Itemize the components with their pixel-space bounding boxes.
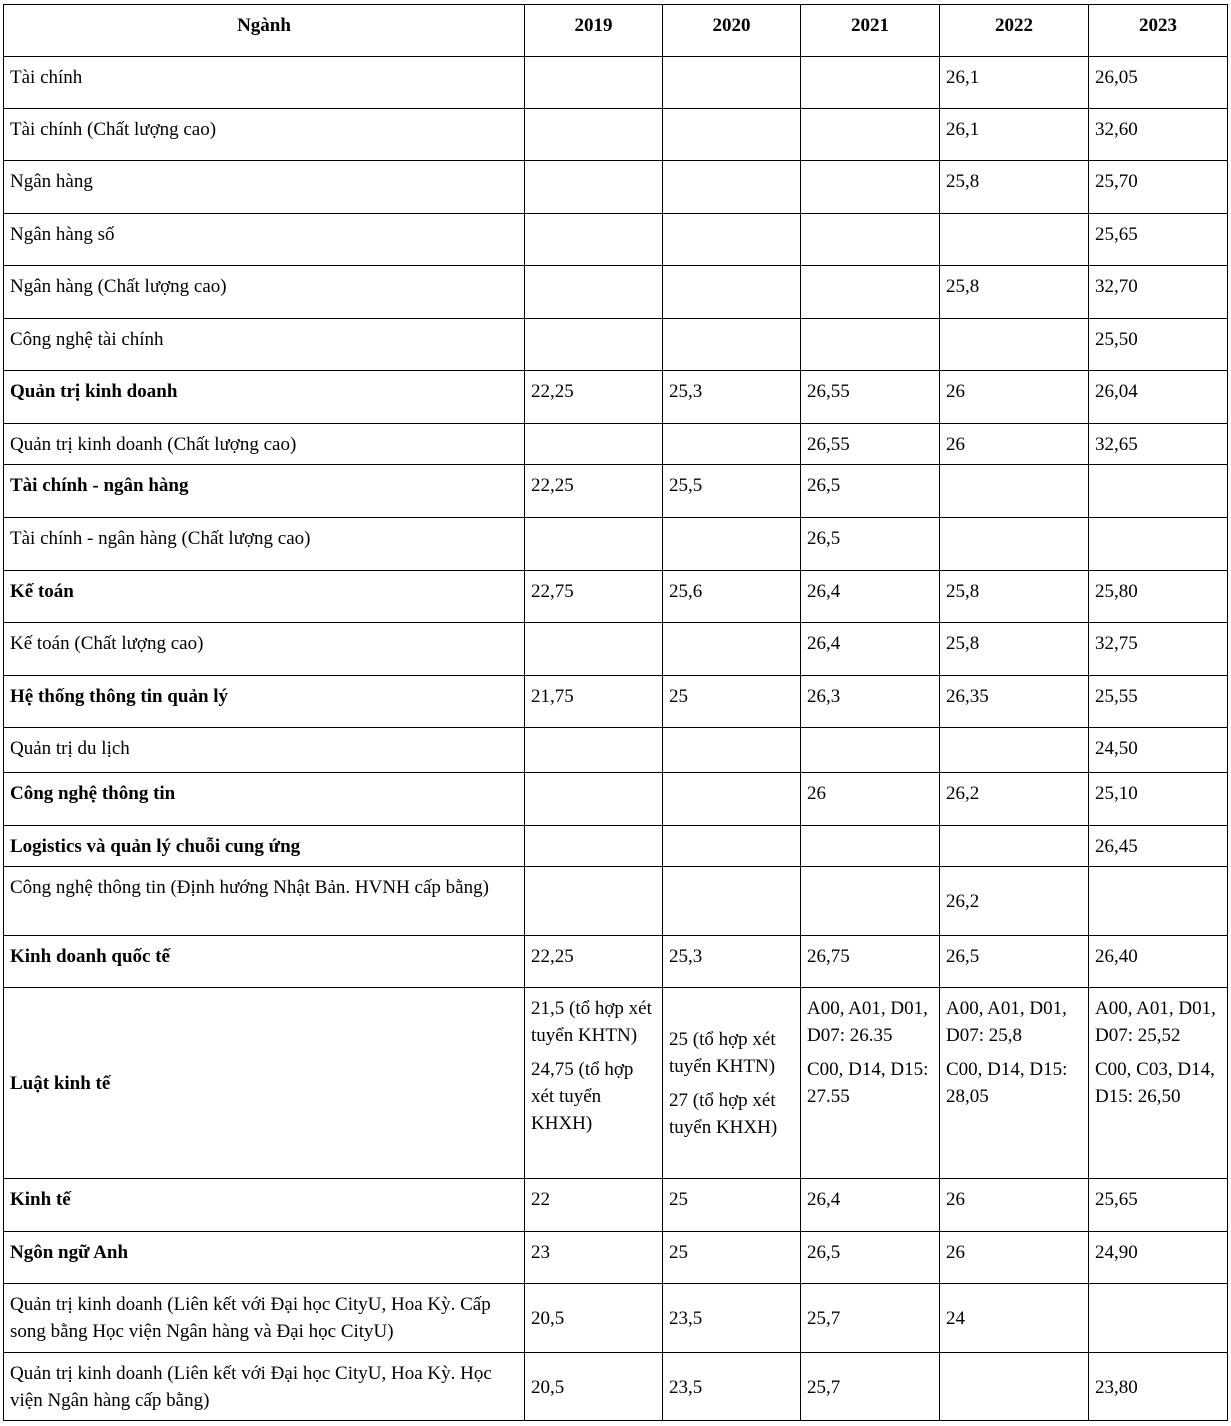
score-2021: 26,55: [801, 371, 940, 424]
program-name: Tài chính - ngân hàng: [4, 465, 525, 518]
table-row: [4, 676, 1228, 728]
score-2023: [1089, 465, 1228, 518]
score-2019: 22,75: [525, 571, 663, 623]
score-2021: 26: [801, 773, 940, 826]
table-row: [4, 1353, 1228, 1421]
score-2023: 25,70: [1089, 161, 1228, 214]
score-2020: [663, 988, 801, 1179]
score-2019: 22,25: [525, 465, 663, 518]
score-line: C00, D14, D15: 28,05: [946, 1059, 1068, 1107]
score-2020: [663, 57, 801, 109]
score-2022: [940, 988, 1089, 1179]
header-nganh: Ngành: [4, 5, 525, 57]
score-2022: 26,1: [940, 57, 1089, 109]
score-2019: [525, 161, 663, 214]
score-2020: 25: [663, 1232, 801, 1284]
score-2021: [801, 826, 940, 867]
program-name: Quản trị kinh doanh (Liên kết với Đại học CityU, Hoa Kỳ. Học viện Ngân hàng cấp bằng): [4, 1353, 525, 1421]
program-name: Tài chính: [4, 57, 525, 109]
score-line: 24,75 (tổ hợp xét tuyển KHXH): [531, 1059, 634, 1134]
score-2021: 26,4: [801, 571, 940, 623]
program-name: Kế toán (Chất lượng cao): [4, 623, 525, 676]
score-2022: 24: [940, 1284, 1089, 1353]
program-name: Công nghệ thông tin (Định hướng Nhật Bản. HVNH cấp bằng): [4, 867, 525, 936]
header-2023: 2023: [1089, 5, 1228, 57]
score-2021: 26,4: [801, 1179, 940, 1232]
score-2023: [1089, 867, 1228, 936]
score-2020: 25: [663, 676, 801, 728]
score-2023: 26,05: [1089, 57, 1228, 109]
score-2019: 20,5: [525, 1284, 663, 1353]
table-row: [4, 57, 1228, 109]
score-2019: [525, 773, 663, 826]
program-name: Kinh tế: [4, 1179, 525, 1232]
score-2020: [663, 623, 801, 676]
score-2023: 25,50: [1089, 319, 1228, 371]
program-name: Hệ thống thông tin quản lý: [4, 676, 525, 728]
score-line: A00, A01, D01, D07: 25,8: [946, 998, 1067, 1046]
score-2020: [663, 867, 801, 936]
score-2023: 24,90: [1089, 1232, 1228, 1284]
score-2022: 26,35: [940, 676, 1089, 728]
score-2019: [525, 109, 663, 161]
table-row: [4, 1179, 1228, 1232]
program-name: Ngân hàng: [4, 161, 525, 214]
score-2021: [801, 57, 940, 109]
program-name: Ngôn ngữ Anh: [4, 1232, 525, 1284]
program-name: Logistics và quản lý chuỗi cung ứng: [4, 826, 525, 867]
score-2020: 25,3: [663, 936, 801, 988]
header-2021: 2021: [801, 5, 940, 57]
score-2019: [525, 518, 663, 571]
score-2022: 25,8: [940, 266, 1089, 319]
score-2021: [801, 867, 940, 936]
score-2020: 25,5: [663, 465, 801, 518]
score-2022: 26,2: [940, 773, 1089, 826]
table-row: [4, 1232, 1228, 1284]
score-2020: 23,5: [663, 1353, 801, 1421]
score-2020: [663, 214, 801, 266]
program-name: Quản trị kinh doanh (Chất lượng cao): [4, 424, 525, 465]
score-2022: [940, 728, 1089, 773]
program-name: Quản trị du lịch: [4, 728, 525, 773]
score-line: 21,5 (tổ hợp xét tuyển KHTN): [531, 998, 652, 1046]
score-2020: [663, 424, 801, 465]
score-2020: [663, 109, 801, 161]
table-row: [4, 867, 1228, 936]
score-2020: [663, 826, 801, 867]
header-2019: 2019: [525, 5, 663, 57]
score-2023: 25,65: [1089, 214, 1228, 266]
score-2019: 22: [525, 1179, 663, 1232]
score-2023: 25,10: [1089, 773, 1228, 826]
score-2020: [663, 319, 801, 371]
score-2021: 26,5: [801, 465, 940, 518]
score-2023: 32,65: [1089, 424, 1228, 465]
score-2019: 22,25: [525, 936, 663, 988]
program-name: Kế toán: [4, 571, 525, 623]
score-line: A00, A01, D01, D07: 25,52: [1095, 998, 1216, 1046]
program-name: Ngân hàng (Chất lượng cao): [4, 266, 525, 319]
score-2023: 32,75: [1089, 623, 1228, 676]
score-2019: [525, 988, 663, 1179]
score-2023: [1089, 1284, 1228, 1353]
score-2019: [525, 57, 663, 109]
score-2023: 25,55: [1089, 676, 1228, 728]
table-row: [4, 773, 1228, 826]
table-row: [4, 424, 1228, 465]
score-2022: 26: [940, 371, 1089, 424]
table-row: [4, 161, 1228, 214]
score-2022: 26: [940, 1232, 1089, 1284]
score-line: C00, D14, D15: 27.55: [807, 1059, 929, 1107]
score-2021: [801, 214, 940, 266]
score-2021: 25,7: [801, 1284, 940, 1353]
score-2019: [525, 319, 663, 371]
score-2021: [801, 988, 940, 1179]
score-line: C00, C03, D14, D15: 26,50: [1095, 1059, 1215, 1107]
score-2022: [940, 214, 1089, 266]
score-2019: [525, 826, 663, 867]
program-name: Tài chính (Chất lượng cao): [4, 109, 525, 161]
score-2022: 25,8: [940, 623, 1089, 676]
program-name: Luật kinh tế: [4, 988, 525, 1179]
header-2020: 2020: [663, 5, 801, 57]
score-2021: [801, 728, 940, 773]
score-line: 25 (tổ hợp xét tuyển KHTN): [669, 1029, 776, 1077]
score-line: A00, A01, D01, D07: 26.35: [807, 998, 928, 1046]
table-row: [4, 371, 1228, 424]
score-2022: 25,8: [940, 571, 1089, 623]
score-2023: 32,60: [1089, 109, 1228, 161]
score-2022: [940, 319, 1089, 371]
score-2021: [801, 319, 940, 371]
score-2019: 21,75: [525, 676, 663, 728]
score-2019: [525, 867, 663, 936]
score-2021: 26,3: [801, 676, 940, 728]
score-2023: [1089, 988, 1228, 1179]
score-2022: [940, 1353, 1089, 1421]
score-2023: [1089, 518, 1228, 571]
program-name: Kinh doanh quốc tế: [4, 936, 525, 988]
score-2022: [940, 465, 1089, 518]
score-2021: [801, 109, 940, 161]
score-2020: [663, 266, 801, 319]
score-2019: 23: [525, 1232, 663, 1284]
program-name: Tài chính - ngân hàng (Chất lượng cao): [4, 518, 525, 571]
program-name: Quản trị kinh doanh (Liên kết với Đại học CityU, Hoa Kỳ. Cấp song bằng Học viện Ngân hàng và Đại học CityU): [4, 1284, 525, 1353]
program-name: Ngân hàng số: [4, 214, 525, 266]
score-2021: 26,5: [801, 518, 940, 571]
table-row: [4, 988, 1228, 1179]
table-row: [4, 571, 1228, 623]
score-2019: [525, 266, 663, 319]
score-2023: 25,65: [1089, 1179, 1228, 1232]
score-2023: 26,40: [1089, 936, 1228, 988]
table-row: [4, 214, 1228, 266]
score-2022: [940, 518, 1089, 571]
table-row: [4, 936, 1228, 988]
table-body: [4, 57, 1228, 1421]
table-row: [4, 518, 1228, 571]
table-row: [4, 319, 1228, 371]
score-2019: [525, 214, 663, 266]
score-2020: 23,5: [663, 1284, 801, 1353]
program-name: Công nghệ tài chính: [4, 319, 525, 371]
score-2021: 26,75: [801, 936, 940, 988]
table-row: [4, 266, 1228, 319]
score-2021: 25,7: [801, 1353, 940, 1421]
admission-scores-table: [3, 4, 1228, 1421]
score-2019: [525, 623, 663, 676]
table-row: [4, 109, 1228, 161]
score-2022: 26,1: [940, 109, 1089, 161]
score-2021: 26,55: [801, 424, 940, 465]
score-2021: [801, 161, 940, 214]
score-2023: 26,04: [1089, 371, 1228, 424]
table-row: [4, 1284, 1228, 1353]
score-2020: 25,6: [663, 571, 801, 623]
score-2022: 26: [940, 424, 1089, 465]
score-2020: [663, 161, 801, 214]
score-2023: 25,80: [1089, 571, 1228, 623]
score-2020: [663, 518, 801, 571]
table-header-row: [4, 5, 1228, 57]
program-name: Công nghệ thông tin: [4, 773, 525, 826]
score-2019: 22,25: [525, 371, 663, 424]
score-2020: [663, 773, 801, 826]
score-2022: 26: [940, 1179, 1089, 1232]
score-line: 27 (tổ hợp xét tuyển KHXH): [669, 1090, 778, 1138]
score-2019: 20,5: [525, 1353, 663, 1421]
table-row: [4, 465, 1228, 518]
program-name: Quản trị kinh doanh: [4, 371, 525, 424]
score-2020: 25,3: [663, 371, 801, 424]
score-2023: 23,80: [1089, 1353, 1228, 1421]
score-2022: [940, 826, 1089, 867]
score-2019: [525, 424, 663, 465]
score-2023: 24,50: [1089, 728, 1228, 773]
score-2020: [663, 728, 801, 773]
score-2022: 26,2: [940, 867, 1089, 936]
table-row: [4, 728, 1228, 773]
score-2022: 26,5: [940, 936, 1089, 988]
header-2022: 2022: [940, 5, 1089, 57]
score-2023: 32,70: [1089, 266, 1228, 319]
score-2021: [801, 266, 940, 319]
score-2023: 26,45: [1089, 826, 1228, 867]
score-2019: [525, 728, 663, 773]
table-row: [4, 623, 1228, 676]
score-2021: 26,5: [801, 1232, 940, 1284]
score-2020: 25: [663, 1179, 801, 1232]
table-row: [4, 826, 1228, 867]
score-2021: 26,4: [801, 623, 940, 676]
score-2022: 25,8: [940, 161, 1089, 214]
